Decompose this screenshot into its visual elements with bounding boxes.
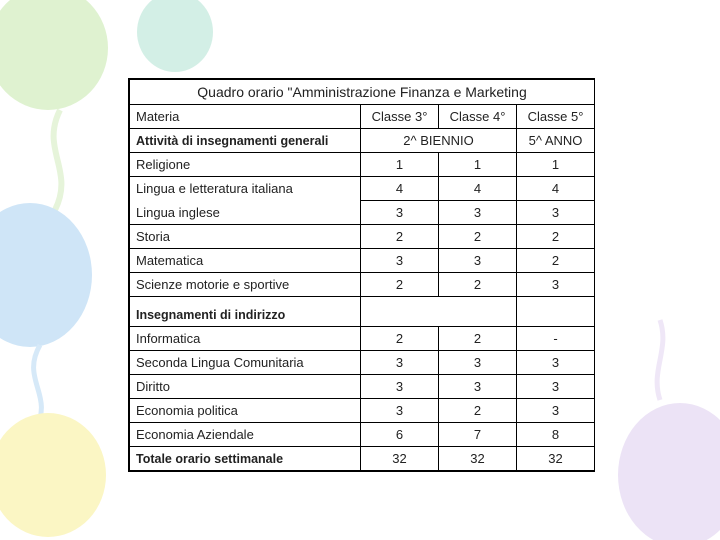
- header-row: [130, 105, 595, 129]
- subject-cell: Seconda Lingua Comunitaria: [130, 351, 361, 375]
- subject-cell: Informatica: [130, 327, 361, 351]
- blue-balloon-icon: [0, 203, 92, 430]
- hours-classe-3: 3: [361, 399, 439, 423]
- subject-cell: Lingua inglese: [130, 201, 361, 225]
- table-row: [130, 225, 595, 249]
- teal-balloon-icon: [137, 0, 213, 72]
- table-row: [130, 249, 595, 273]
- hours-classe-5: 2: [517, 249, 595, 273]
- hours-classe-3: 3: [361, 201, 439, 225]
- timetable-grid: [129, 79, 595, 471]
- hours-classe-5: 3: [517, 273, 595, 297]
- hours-classe-3: 3: [361, 375, 439, 399]
- table-row: [130, 351, 595, 375]
- empty-cell: [361, 297, 517, 327]
- total-label: Totale orario settimanale: [130, 447, 361, 471]
- hours-classe-3: 2: [361, 327, 439, 351]
- hours-classe-4: 7: [439, 423, 517, 447]
- table-row: [130, 375, 595, 399]
- hours-classe-3: 6: [361, 423, 439, 447]
- subheader-anno: 5^ ANNO: [517, 129, 595, 153]
- yellow-balloon-icon: [0, 413, 106, 537]
- hours-classe-3: 3: [361, 351, 439, 375]
- hours-classe-4: 3: [439, 249, 517, 273]
- section-label-indirizzo: Insegnamenti di indirizzo: [130, 297, 361, 327]
- hours-classe-4: 2: [439, 399, 517, 423]
- purple-balloon-icon: [618, 320, 720, 540]
- subheader-biennio: 2^ BIENNIO: [361, 129, 517, 153]
- table-title: Quadro orario "Amministrazione Finanza e Marketing: [130, 80, 595, 105]
- hours-classe-5: 8: [517, 423, 595, 447]
- hours-classe-3: 2: [361, 273, 439, 297]
- subject-cell: Religione: [130, 153, 361, 177]
- table-row: [130, 327, 595, 351]
- hours-classe-5: 2: [517, 225, 595, 249]
- hours-classe-5: 3: [517, 399, 595, 423]
- header-materia: Materia: [130, 105, 361, 129]
- timetable: [128, 78, 595, 472]
- hours-classe-4: 2: [439, 273, 517, 297]
- hours-classe-4: 3: [439, 375, 517, 399]
- hours-classe-3: 4: [361, 177, 439, 201]
- subheader-general-label: Attività di insegnamenti generali: [130, 129, 361, 153]
- table-row: [130, 423, 595, 447]
- table-row: [130, 177, 595, 201]
- total-classe-5: 32: [517, 447, 595, 471]
- hours-classe-5: 4: [517, 177, 595, 201]
- table-row: [130, 201, 595, 225]
- header-classe-4: Classe 4°: [439, 105, 517, 129]
- subject-cell: Matematica: [130, 249, 361, 273]
- subject-cell: Diritto: [130, 375, 361, 399]
- hours-classe-3: 3: [361, 249, 439, 273]
- total-row: [130, 447, 595, 471]
- subject-cell: Economia Aziendale: [130, 423, 361, 447]
- hours-classe-5: 3: [517, 201, 595, 225]
- hours-classe-4: 2: [439, 327, 517, 351]
- hours-classe-4: 4: [439, 177, 517, 201]
- table-row: [130, 153, 595, 177]
- header-classe-3: Classe 3°: [361, 105, 439, 129]
- total-classe-4: 32: [439, 447, 517, 471]
- total-classe-3: 32: [361, 447, 439, 471]
- hours-classe-5: 3: [517, 375, 595, 399]
- header-classe-5: Classe 5°: [517, 105, 595, 129]
- title-row: [130, 80, 595, 105]
- hours-classe-3: 1: [361, 153, 439, 177]
- hours-classe-5: -: [517, 327, 595, 351]
- table-row: [130, 399, 595, 423]
- hours-classe-4: 3: [439, 351, 517, 375]
- subject-cell: Scienze motorie e sportive: [130, 273, 361, 297]
- subject-cell: Storia: [130, 225, 361, 249]
- hours-classe-4: 3: [439, 201, 517, 225]
- hours-classe-5: 1: [517, 153, 595, 177]
- subheader-row: [130, 129, 595, 153]
- hours-classe-5: 3: [517, 351, 595, 375]
- hours-classe-4: 1: [439, 153, 517, 177]
- hours-classe-4: 2: [439, 225, 517, 249]
- subject-cell: Economia politica: [130, 399, 361, 423]
- hours-classe-3: 2: [361, 225, 439, 249]
- section-row-indirizzo: [130, 297, 595, 327]
- empty-cell: [517, 297, 595, 327]
- table-row: [130, 273, 595, 297]
- subject-cell: Lingua e letteratura italiana: [130, 177, 361, 201]
